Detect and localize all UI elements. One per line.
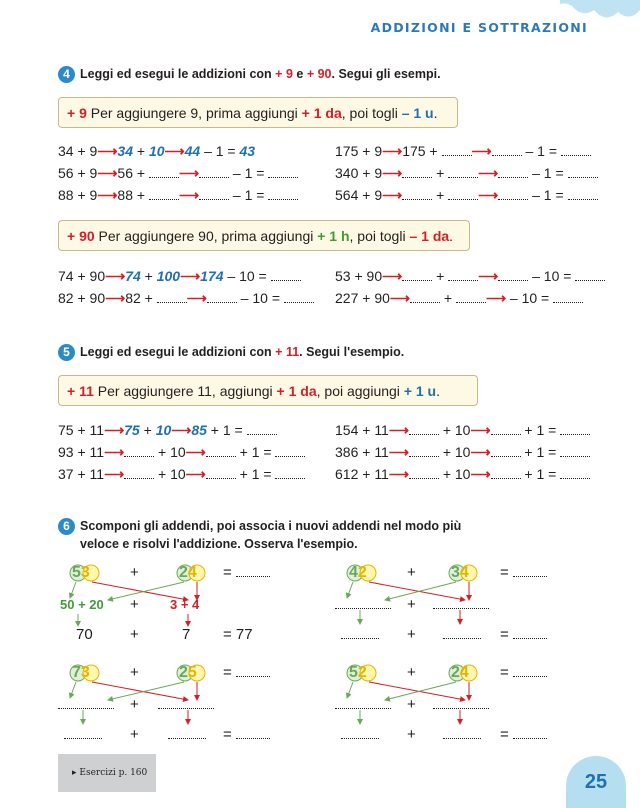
rule-plus-9: + 9 Per aggiungere 9, prima aggiungi + 1 da, poi togli – 1 u.	[58, 97, 458, 128]
exercise-5-instruction: Leggi ed esegui le addizioni con + 11. Segui l'esempio.	[80, 345, 405, 359]
decomposition-example: 53 + 24 = 50 + 20 + 3 + 4 70 + 7 = 77	[58, 560, 318, 650]
equation-row: 82 + 90⟶82 + ⟶ – 10 =	[58, 289, 314, 307]
equation-row: 564 + 9⟶ + ⟶ – 1 =	[335, 186, 598, 204]
equation-row: 612 + 11⟶ + 10⟶ + 1 =	[335, 465, 590, 483]
section-title: ADDIZIONI E SOTTRAZIONI	[370, 20, 588, 35]
decomposition-exercise: 42 + 34 = + + =	[335, 560, 595, 650]
equation-row: 93 + 11⟶ + 10⟶ + 1 =	[58, 443, 305, 461]
exercise-4-instruction: Leggi ed esegui le addizioni con + 9 e + 90. Segui gli esempi.	[80, 67, 441, 81]
equation-row: 227 + 90⟶ + ⟶ – 10 =	[335, 289, 583, 307]
equation-row: 53 + 90⟶ + ⟶ – 10 =	[335, 267, 605, 285]
exercise-6-number: 6	[58, 518, 75, 535]
exercise-6-instruction: Scomponi gli addendi, poi associa i nuovi addendi nel modo più veloce e risolvi l'addizione. Osserva l'esempio.	[80, 519, 462, 551]
equation-row: 340 + 9⟶ + ⟶ – 1 =	[335, 164, 598, 182]
equation-row: 75 + 11⟶75 + 10⟶85 + 1 =	[58, 421, 277, 439]
exercise-5-number: 5	[58, 344, 75, 361]
equation-row: 154 + 11⟶ + 10⟶ + 1 =	[335, 421, 590, 439]
rule-plus-90: + 90 Per aggiungere 90, prima aggiungi + 1 h, poi togli – 1 da.	[58, 220, 470, 251]
decomposition-exercise: 73 + 25 = + + =	[58, 660, 318, 750]
exercises-reference-tab[interactable]: ▸ Esercizi p. 160	[58, 754, 156, 792]
equation-row: 175 + 9⟶175 + ⟶ – 1 =	[335, 142, 591, 160]
equation-row: 386 + 11⟶ + 10⟶ + 1 =	[335, 443, 590, 461]
equation-row: 34 + 9⟶34 + 10⟶44 – 1 = 43	[58, 143, 256, 159]
page-number: 25	[566, 756, 626, 808]
exercise-4-number: 4	[58, 66, 75, 83]
decomposition-exercise: 52 + 24 = + + =	[335, 660, 595, 750]
equation-row: 37 + 11⟶ + 10⟶ + 1 =	[58, 465, 305, 483]
rule-plus-11: + 11 Per aggiungere 11, aggiungi + 1 da, poi aggiungi + 1 u.	[58, 375, 478, 406]
equation-row: 56 + 9⟶56 + ⟶ – 1 =	[58, 164, 298, 182]
equation-row: 74 + 90⟶74 + 100⟶174 – 10 =	[58, 267, 301, 285]
equation-row: 88 + 9⟶88 + ⟶ – 1 =	[58, 186, 298, 204]
